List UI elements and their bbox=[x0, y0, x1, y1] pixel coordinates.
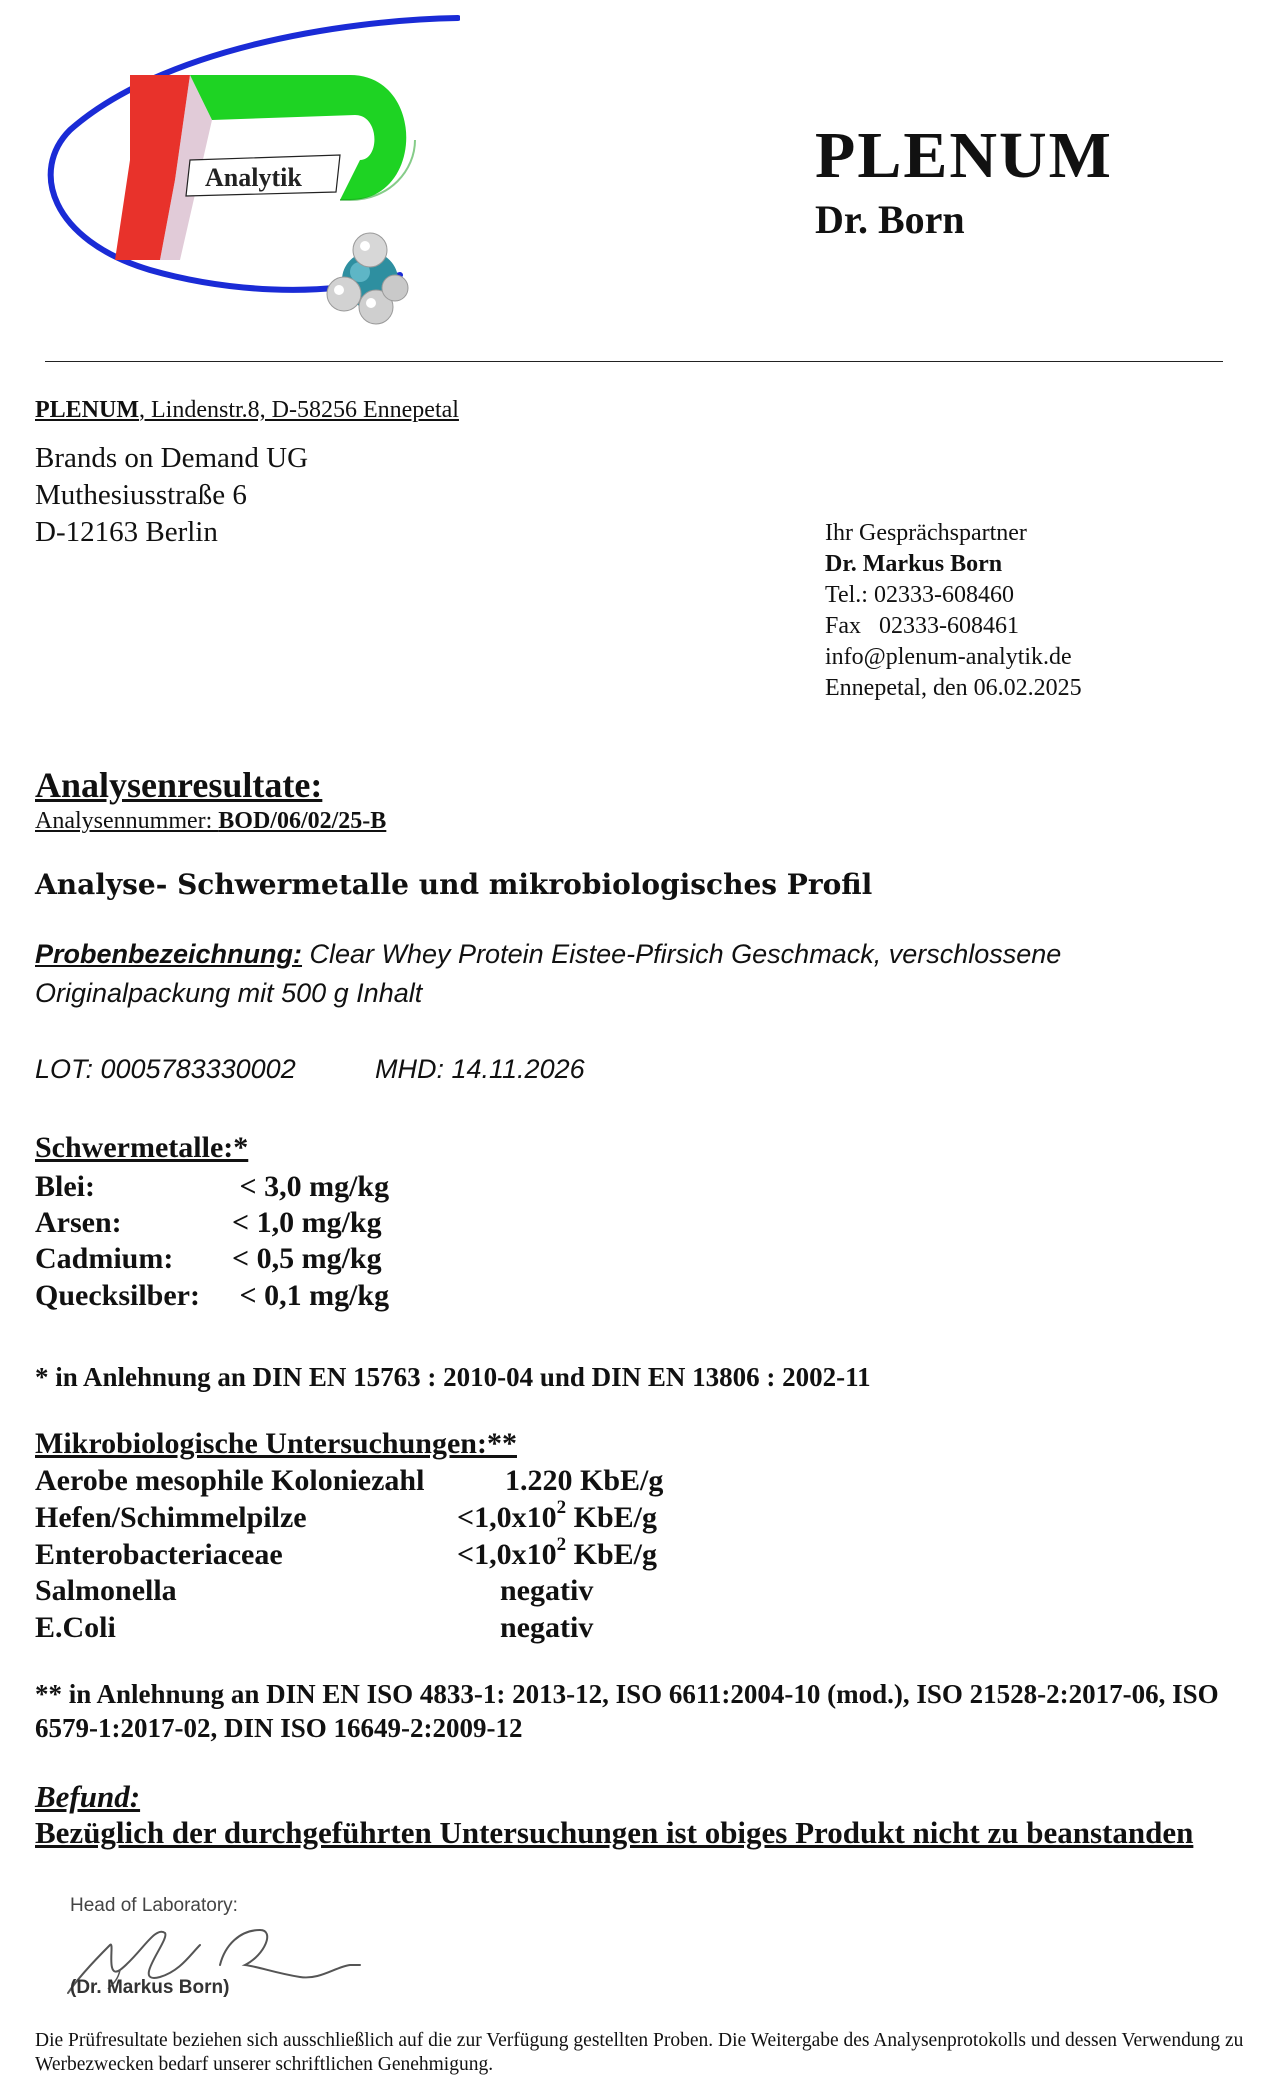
contact-tel: Tel.: 02333-608460 bbox=[825, 582, 1014, 608]
micro-test-name: Salmonella bbox=[35, 1574, 177, 1607]
verdict-text: Bezüglich der durchgeführten Untersuchungen ist obiges Produkt nicht zu beanstanden bbox=[35, 1815, 1194, 1850]
heavy-metals-heading: Schwermetalle:* bbox=[35, 1131, 249, 1164]
micro-heading: Mikrobiologische Untersuchungen:** bbox=[35, 1427, 517, 1460]
recipient-line-3: D-12163 Berlin bbox=[35, 516, 218, 548]
analysis-number bbox=[35, 808, 386, 835]
metal-value: < 0,5 mg/kg bbox=[232, 1242, 382, 1275]
micro-test-name: Aerobe mesophile Koloniezahl bbox=[35, 1464, 425, 1497]
metal-name: Blei: bbox=[35, 1170, 95, 1203]
plenum-analytik-logo bbox=[40, 10, 460, 330]
micro-test-name: Enterobacteriaceae bbox=[35, 1538, 283, 1571]
micro-test-value: negativ bbox=[500, 1574, 594, 1607]
disclaimer: Die Prüfresultate beziehen sich ausschließlich auf die zur Verfügung gestellten Proben. Die Weitergabe des Analysenprotokolls und dessen Verwendung zu Werbezwecken bedarf unserer schriftlichen Genehmigung. bbox=[35, 2030, 1244, 2075]
micro-test-name: Hefen/Schimmelpilze bbox=[35, 1501, 307, 1534]
micro-footnote: ** in Anlehnung an DIN EN ISO 4833-1: 2013-12, ISO 6611:2004-10 (mod.), ISO 21528-2:2017-06, ISO 6579-1:2017-02, DIN ISO 16649-2:2009-12 bbox=[35, 1679, 1219, 1743]
sender-address-line bbox=[35, 397, 459, 424]
header-divider bbox=[45, 361, 1223, 362]
company-name: PLENUM bbox=[815, 119, 1113, 192]
molecule-icon bbox=[327, 233, 408, 324]
metal-value: < 3,0 mg/kg bbox=[232, 1170, 390, 1203]
micro-test-value: $<1,0x10^2$ KbE/g bbox=[457, 1497, 657, 1534]
recipient-line-2: Muthesiusstraße 6 bbox=[35, 479, 247, 511]
micro-test-value: negativ bbox=[500, 1611, 594, 1644]
contact-fax: Fax 02333-608461 bbox=[825, 613, 1019, 639]
company-subtitle: Dr. Born bbox=[815, 197, 965, 242]
metal-name: Quecksilber: bbox=[35, 1279, 200, 1312]
contact-email[interactable]: info@plenum-analytik.de bbox=[825, 644, 1072, 670]
contact-block bbox=[825, 518, 1082, 704]
micro-test-value: 1.220 KbE/g bbox=[505, 1464, 664, 1497]
sample-description bbox=[35, 935, 1185, 1013]
analysis-number-value: BOD/06/02/25-B bbox=[218, 808, 387, 834]
signature-title: Head of Laboratory: bbox=[70, 1895, 238, 1916]
sample-label: Probenbezeichnung: bbox=[35, 939, 303, 969]
contact-label: Ihr Gesprächspartner bbox=[825, 520, 1027, 546]
results-title: Analysenresultate: bbox=[35, 765, 323, 805]
logo-text: Analytik bbox=[205, 163, 302, 192]
analysis-title: Analyse- Schwermetalle und mikrobiologisches Profil bbox=[35, 868, 873, 901]
heavy-metals-footnote: * in Anlehnung an DIN EN 15763 : 2010-04 und DIN EN 13806 : 2002-11 bbox=[35, 1362, 871, 1392]
verdict-heading: Befund: bbox=[35, 1779, 141, 1814]
sender-address: , Lindenstr.8, D-58256 Ennepetal bbox=[139, 397, 459, 423]
signature-block bbox=[60, 1885, 400, 2005]
analysis-number-label: Analysennummer: bbox=[35, 808, 219, 834]
metal-name: Arsen: bbox=[35, 1206, 122, 1239]
micro-test-value: $<1,0x10^2$ KbE/g bbox=[457, 1534, 657, 1571]
metal-name: Cadmium: bbox=[35, 1242, 174, 1275]
metal-value: < 0,1 mg/kg bbox=[232, 1279, 390, 1312]
report-date: Ennepetal, den 06.02.2025 bbox=[825, 675, 1082, 701]
signature-name: (Dr. Markus Born) bbox=[70, 1977, 230, 1998]
best-before-date: MHD: 14.11.2026 bbox=[375, 1054, 585, 1084]
sender-name: PLENUM bbox=[35, 397, 139, 423]
lot-number: LOT: 0005783330002 bbox=[35, 1054, 296, 1084]
recipient-line-1: Brands on Demand UG bbox=[35, 442, 309, 474]
contact-person: Dr. Markus Born bbox=[825, 551, 1003, 577]
sample-text: Clear Whey Protein Eistee-Pfirsich Geschmack, verschlossene Originalpackung mit 500 g Inhalt bbox=[35, 939, 1062, 1008]
metal-value: < 1,0 mg/kg bbox=[232, 1206, 382, 1239]
micro-test-name: E.Coli bbox=[35, 1611, 116, 1644]
recipient-address bbox=[35, 440, 308, 551]
